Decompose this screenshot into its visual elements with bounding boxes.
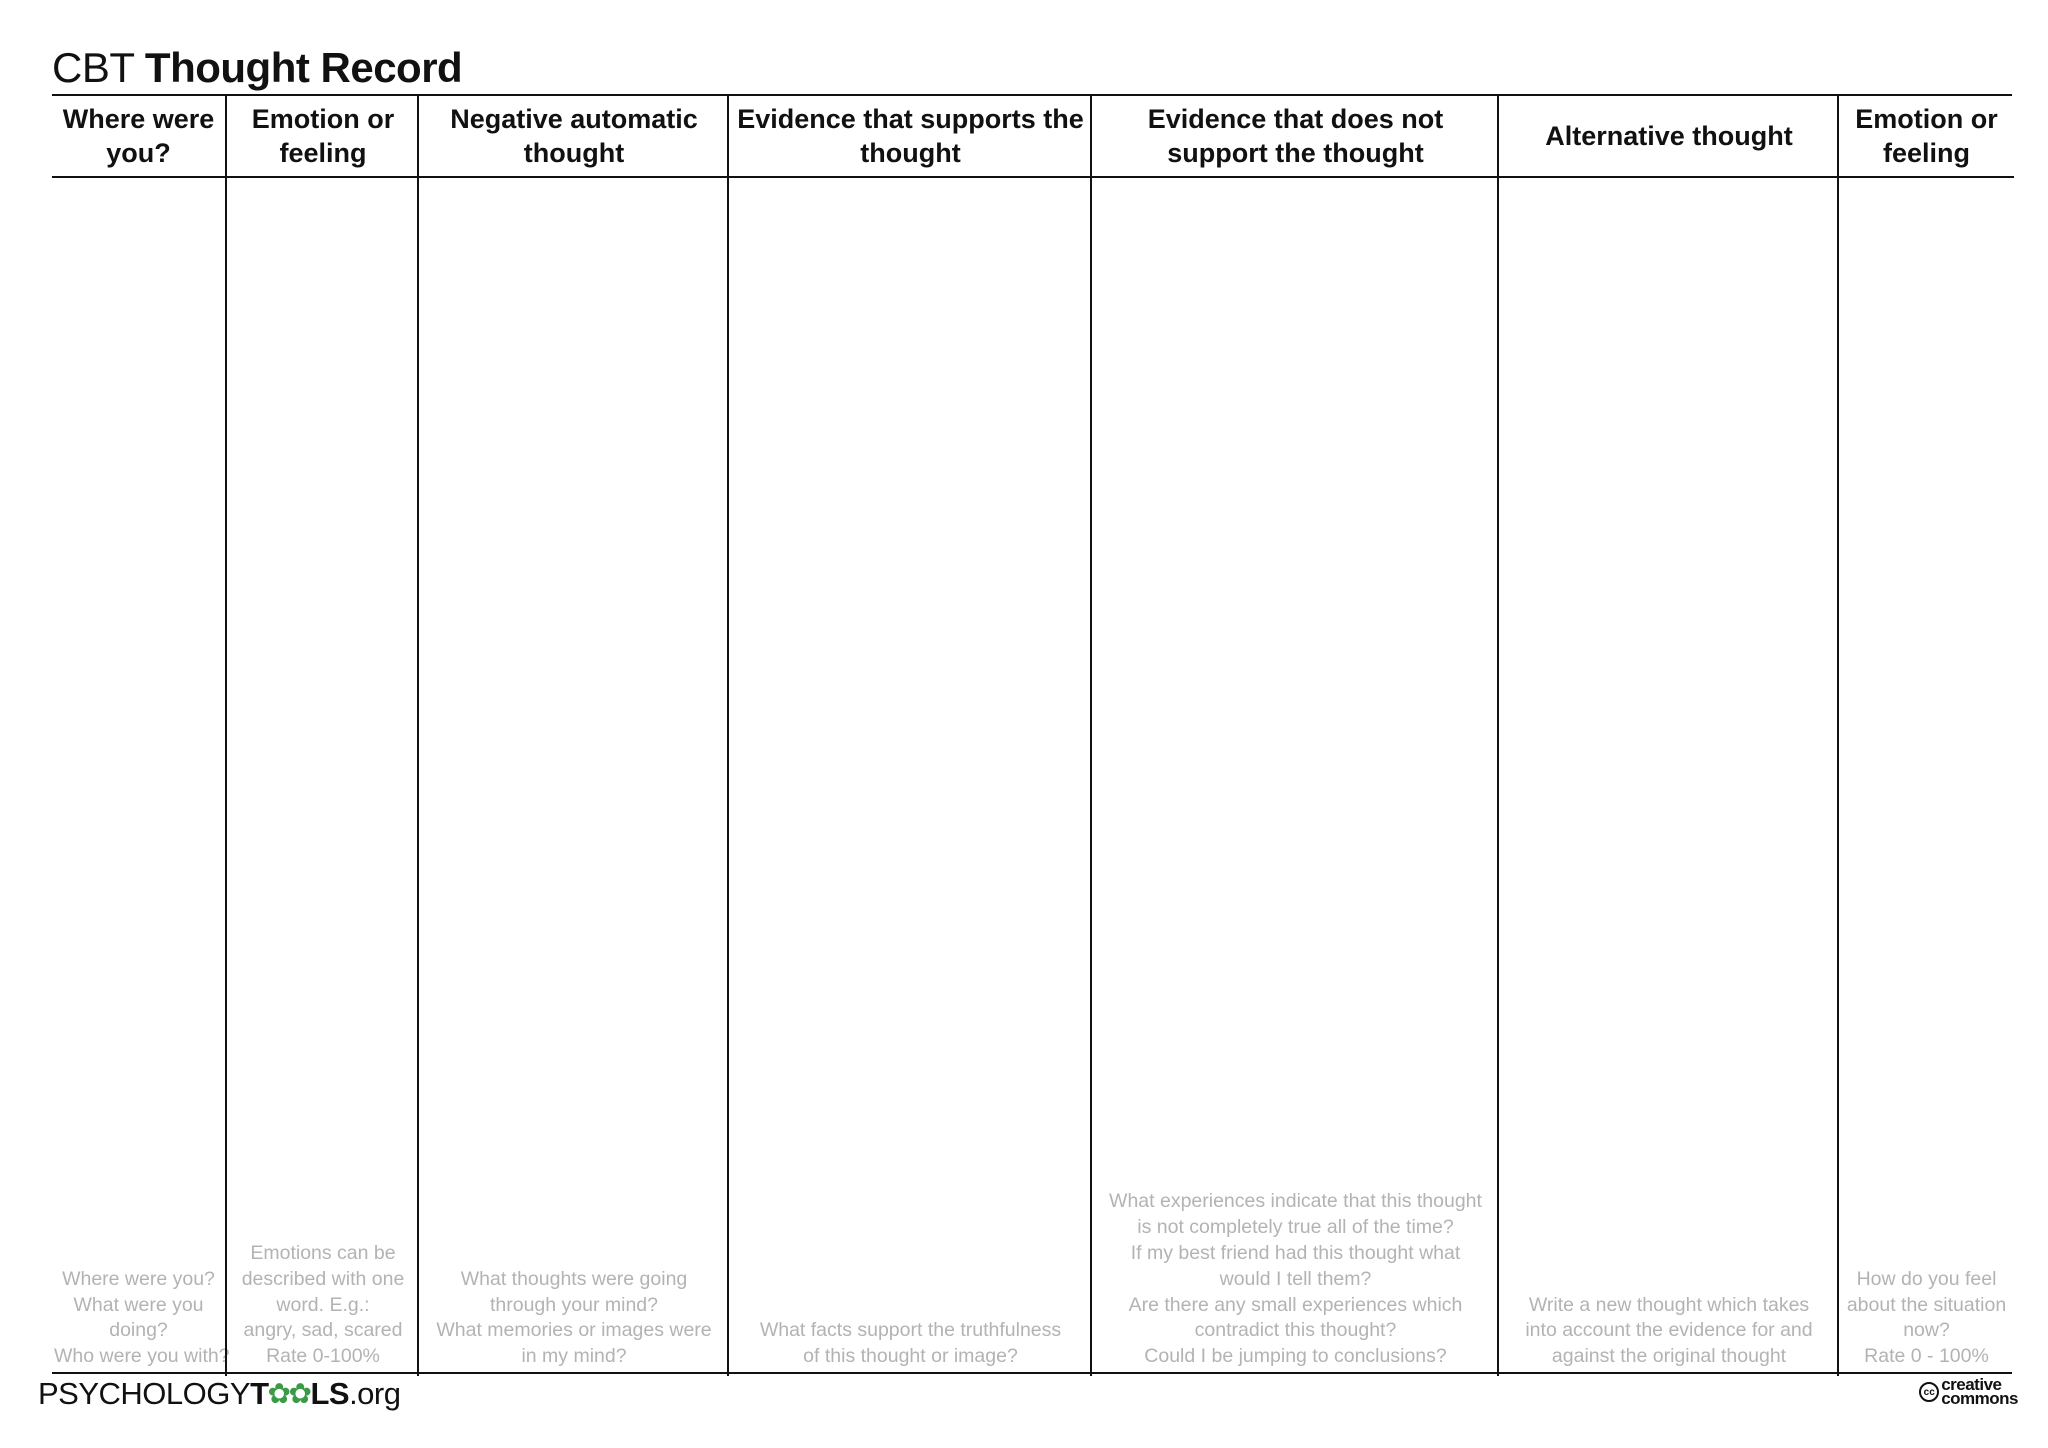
- hint-line: What were you: [73, 1293, 204, 1316]
- column-heading: Negative automatic thought: [419, 96, 729, 178]
- column-emotion-after[interactable]: [1837, 96, 2014, 1376]
- column-heading: Emotion or feeling: [1839, 96, 2014, 178]
- hint-line: Rate 0 - 100%: [1864, 1345, 1989, 1368]
- hint-line: contradict this thought?: [1194, 1319, 1397, 1342]
- hint-line: What facts support the truthfulness: [759, 1319, 1062, 1342]
- hint-line: Where were you?: [62, 1267, 215, 1290]
- column-evidence-for[interactable]: [727, 96, 1092, 1376]
- brand-suffix: LS: [310, 1376, 350, 1411]
- hint-line: in my mind?: [521, 1345, 627, 1368]
- hint-line: What memories or images were: [436, 1319, 712, 1342]
- psychologytools-logo: [38, 1374, 400, 1414]
- creative-commons-logo: [1919, 1375, 2018, 1408]
- column-emotion[interactable]: [225, 96, 419, 1376]
- column-hint: [729, 1318, 1092, 1370]
- hint-line: into account the evidence for and: [1525, 1319, 1813, 1342]
- column-hint: [1839, 1267, 2014, 1370]
- hint-line: word. E.g.:: [276, 1293, 370, 1316]
- hint-line: would I tell them?: [1219, 1267, 1372, 1290]
- hint-line: What thoughts were going: [460, 1267, 688, 1290]
- cc-word-commons: commons: [1941, 1389, 2018, 1408]
- column-negative-thought[interactable]: [417, 96, 729, 1376]
- cc-icon: cc: [1919, 1382, 1939, 1402]
- column-heading: Emotion or feeling: [227, 96, 419, 178]
- hint-line: Are there any small experiences which: [1128, 1293, 1463, 1316]
- brand-prefix: PSYCHOLOGY: [38, 1376, 251, 1411]
- brand-domain: .org: [349, 1376, 401, 1411]
- hint-line: angry, sad, scared: [243, 1319, 403, 1342]
- hint-line: about the situation: [1846, 1293, 2007, 1316]
- column-where[interactable]: [52, 96, 230, 1376]
- hint-line: Write a new thought which takes: [1528, 1293, 1810, 1316]
- column-heading: Where were you?: [52, 96, 225, 178]
- hint-line: What experiences indicate that this thought: [1109, 1190, 1482, 1213]
- hint-line: Could I be jumping to conclusions?: [1144, 1345, 1447, 1368]
- gear-icon: ✿: [288, 1378, 312, 1409]
- thought-record-table: [52, 94, 2012, 1376]
- hint-line: is not completely true all of the time?: [1137, 1216, 1454, 1239]
- hint-line: Rate 0-100%: [266, 1345, 380, 1368]
- column-hint: [52, 1267, 230, 1370]
- hint-line: doing?: [109, 1319, 168, 1342]
- hint-line: Who were you with?: [54, 1345, 230, 1368]
- gear-icon: ✿: [267, 1378, 291, 1409]
- hint-line: described with one: [241, 1267, 405, 1290]
- column-heading: Evidence that does not support the thought: [1092, 96, 1499, 178]
- cc-wordmark: [1941, 1375, 2018, 1408]
- hint-line: How do you feel: [1856, 1267, 1997, 1290]
- column-hint: [1092, 1189, 1499, 1370]
- hint-line: Emotions can be: [250, 1242, 396, 1265]
- hint-line: against the original thought: [1551, 1345, 1787, 1368]
- page-title: [52, 40, 462, 96]
- cc-word-creative: creative: [1941, 1375, 2002, 1394]
- column-hint: [227, 1241, 419, 1370]
- column-heading: Evidence that supports the thought: [729, 96, 1092, 178]
- hint-line: If my best friend had this thought what: [1130, 1242, 1461, 1265]
- title-main: Thought Record: [144, 44, 463, 91]
- hint-line: of this thought or image?: [803, 1345, 1018, 1368]
- title-prefix: CBT: [52, 44, 134, 91]
- hint-line: now?: [1903, 1319, 1950, 1342]
- column-evidence-against[interactable]: [1090, 96, 1499, 1376]
- hint-line: through your mind?: [489, 1293, 659, 1316]
- column-alternative-thought[interactable]: [1497, 96, 1839, 1376]
- column-hint: [1499, 1293, 1839, 1370]
- column-hint: [419, 1267, 729, 1370]
- column-heading: Alternative thought: [1499, 96, 1839, 178]
- brand-t: T: [250, 1376, 269, 1411]
